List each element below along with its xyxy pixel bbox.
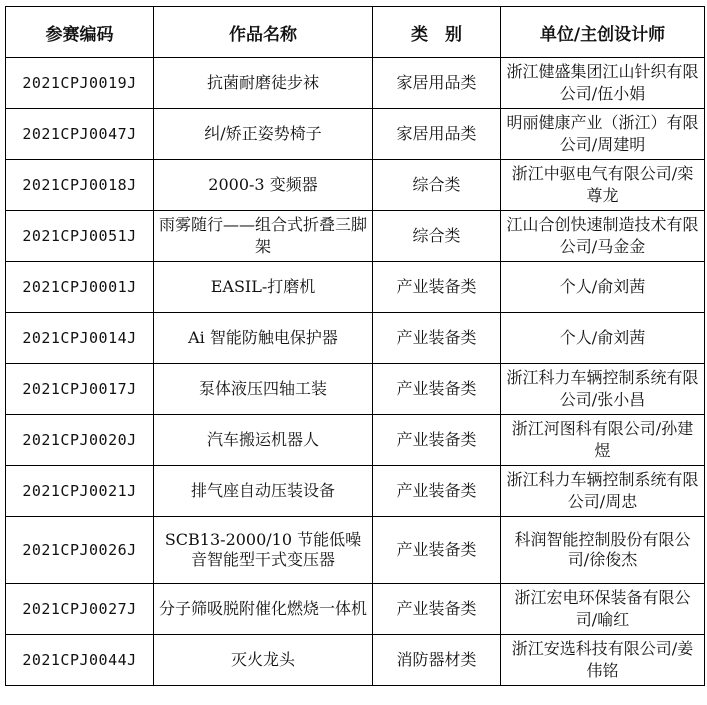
cell-code: 2021CPJ0021J [6, 466, 154, 517]
cell-category: 消防器材类 [373, 635, 501, 686]
cell-category: 产业装备类 [373, 517, 501, 584]
cell-unit: 个人/俞刘茜 [501, 262, 705, 313]
table-row [6, 517, 705, 584]
header-code: 参赛编码 [6, 7, 154, 58]
cell-unit: 科润智能控制股份有限公司/徐俊杰 [501, 517, 705, 584]
table-row [6, 364, 705, 415]
cell-unit: 江山合创快速制造技术有限公司/马金金 [501, 211, 705, 262]
header-work-name: 作品名称 [154, 7, 373, 58]
cell-work-name: 灭火龙头 [154, 635, 373, 686]
cell-work-name: Ai 智能防触电保护器 [154, 313, 373, 364]
cell-category: 综合类 [373, 160, 501, 211]
cell-work-name: 2000-3 变频器 [154, 160, 373, 211]
cell-category: 家居用品类 [373, 109, 501, 160]
cell-code: 2021CPJ0027J [6, 584, 154, 635]
cell-code: 2021CPJ0051J [6, 211, 154, 262]
table-header-row [6, 7, 705, 58]
cell-work-name: EASIL-打磨机 [154, 262, 373, 313]
cell-unit: 浙江健盛集团江山针织有限公司/伍小娟 [501, 58, 705, 109]
cell-unit: 个人/俞刘茜 [501, 313, 705, 364]
cell-category: 产业装备类 [373, 262, 501, 313]
cell-code: 2021CPJ0026J [6, 517, 154, 584]
cell-unit: 明丽健康产业（浙江）有限公司/周建明 [501, 109, 705, 160]
header-category: 类 别 [373, 7, 501, 58]
table-row [6, 466, 705, 517]
cell-code: 2021CPJ0001J [6, 262, 154, 313]
cell-category: 产业装备类 [373, 466, 501, 517]
cell-work-name: 汽车搬运机器人 [154, 415, 373, 466]
works-table [5, 6, 705, 686]
cell-category: 产业装备类 [373, 313, 501, 364]
table-row [6, 584, 705, 635]
cell-unit: 浙江科力车辆控制系统有限公司/周忠 [501, 466, 705, 517]
cell-code: 2021CPJ0019J [6, 58, 154, 109]
header-unit-designer: 单位/主创设计师 [501, 7, 705, 58]
table-row [6, 635, 705, 686]
cell-work-name: 排气座自动压装设备 [154, 466, 373, 517]
table-row [6, 109, 705, 160]
cell-work-name: 抗菌耐磨徒步袜 [154, 58, 373, 109]
cell-code: 2021CPJ0047J [6, 109, 154, 160]
cell-unit: 浙江科力车辆控制系统有限公司/张小昌 [501, 364, 705, 415]
cell-category: 家居用品类 [373, 58, 501, 109]
cell-category: 综合类 [373, 211, 501, 262]
cell-code: 2021CPJ0020J [6, 415, 154, 466]
cell-category: 产业装备类 [373, 364, 501, 415]
cell-work-name: 分子筛吸脱附催化燃烧一体机 [154, 584, 373, 635]
cell-category: 产业装备类 [373, 584, 501, 635]
cell-code: 2021CPJ0044J [6, 635, 154, 686]
table-row [6, 313, 705, 364]
cell-code: 2021CPJ0018J [6, 160, 154, 211]
cell-work-name: SCB13-2000/10 节能低噪音智能型干式变压器 [154, 517, 373, 584]
cell-code: 2021CPJ0017J [6, 364, 154, 415]
table-row [6, 415, 705, 466]
table-row [6, 262, 705, 313]
table-row [6, 160, 705, 211]
cell-unit: 浙江中驱电气有限公司/栾尊龙 [501, 160, 705, 211]
cell-unit: 浙江宏电环保装备有限公司/喻红 [501, 584, 705, 635]
cell-category: 产业装备类 [373, 415, 501, 466]
table-row [6, 58, 705, 109]
cell-work-name: 泵体液压四轴工装 [154, 364, 373, 415]
cell-work-name: 纠/矫正姿势椅子 [154, 109, 373, 160]
cell-code: 2021CPJ0014J [6, 313, 154, 364]
table-row [6, 211, 705, 262]
cell-unit: 浙江河图科有限公司/孙建煜 [501, 415, 705, 466]
cell-unit: 浙江安选科技有限公司/姜伟铭 [501, 635, 705, 686]
cell-work-name: 雨雾随行——组合式折叠三脚架 [154, 211, 373, 262]
